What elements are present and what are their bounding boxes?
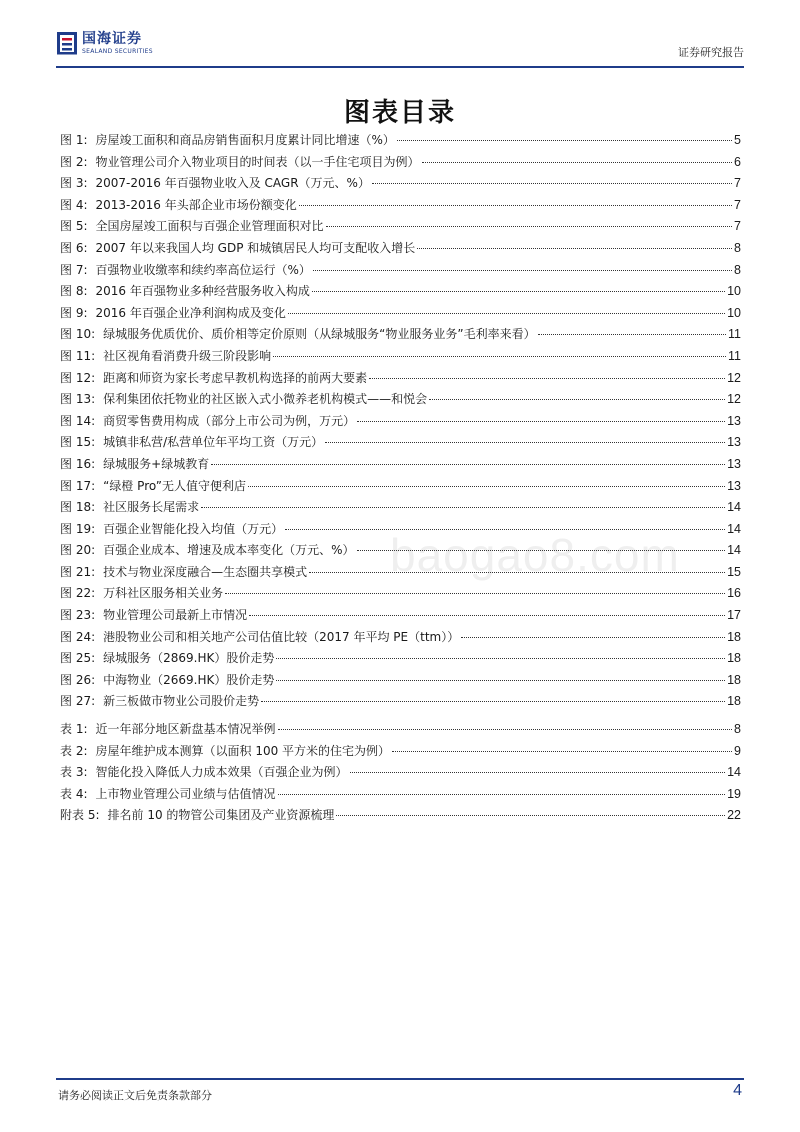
toc-entry-title: 中海物业（2669.HK）股价走势 bbox=[103, 672, 275, 687]
toc-dot-leader bbox=[211, 464, 725, 465]
toc-entry-title: 2013-2016 年头部企业市场份额变化 bbox=[95, 197, 297, 212]
figure-toc-entry[interactable] bbox=[60, 455, 741, 477]
toc-entry-label: 图 24: bbox=[60, 629, 96, 644]
figure-toc-entry[interactable] bbox=[60, 692, 741, 714]
toc-dot-leader bbox=[429, 399, 725, 400]
toc-dot-leader bbox=[278, 794, 726, 795]
figure-toc-entry[interactable] bbox=[60, 325, 741, 347]
toc-dot-leader bbox=[201, 507, 725, 508]
toc-entry-title: 社区服务长尾需求 bbox=[103, 500, 200, 515]
toc-dot-leader bbox=[312, 291, 725, 292]
figure-toc-entry[interactable] bbox=[60, 196, 741, 218]
toc-entry-title: 全国房屋竣工面积与百强企业管理面积对比 bbox=[95, 219, 324, 234]
toc-entry-page: 22 bbox=[727, 808, 741, 823]
toc-entry-label: 图 10: bbox=[60, 327, 96, 342]
toc-entry-page: 16 bbox=[727, 586, 741, 601]
figure-toc-entry[interactable] bbox=[60, 261, 741, 283]
page-title: 图表目录 bbox=[343, 98, 456, 128]
watermark: baogao8.com bbox=[390, 529, 680, 581]
toc-entry-page: 13 bbox=[727, 456, 741, 471]
toc-dot-leader bbox=[372, 183, 732, 184]
toc-entry-page: 13 bbox=[727, 478, 741, 493]
toc-entry-title: “绿橙 Pro”无人值守便利店 bbox=[103, 478, 246, 493]
figure-toc-entry[interactable] bbox=[60, 239, 741, 261]
toc-entry-title: 百强企业成本、增速及成本率变化（万元、%） bbox=[103, 543, 355, 558]
toc-entry-page: 9 bbox=[734, 743, 741, 758]
toc-dot-leader bbox=[249, 615, 725, 616]
toc-entry-label: 图 12: bbox=[60, 370, 96, 385]
toc-entry-label: 图 22: bbox=[60, 586, 96, 601]
toc-entry-label: 图 14: bbox=[60, 413, 96, 428]
toc-entry-label: 表 3: bbox=[60, 765, 88, 780]
figure-toc-entry[interactable] bbox=[60, 606, 741, 628]
toc-entry-page: 7 bbox=[734, 176, 741, 191]
toc-entry-title: 商贸零售费用构成（部分上市公司为例，万元） bbox=[103, 413, 356, 428]
toc-entry-page: 17 bbox=[727, 608, 741, 623]
toc-dot-leader bbox=[326, 226, 733, 227]
toc-dot-leader bbox=[325, 442, 725, 443]
toc-entry-page: 7 bbox=[734, 197, 741, 212]
toc-entry-title: 百强物业收缴率和续约率高位运行（%） bbox=[95, 262, 311, 277]
toc-entry-label: 图 9: bbox=[60, 305, 88, 320]
figure-toc-entry[interactable] bbox=[60, 584, 741, 606]
toc-entry-label: 表 1: bbox=[60, 722, 88, 736]
toc-entry-page: 11 bbox=[728, 348, 741, 363]
toc-entry-label: 图 11: bbox=[60, 348, 96, 363]
toc-entry-title: 绿城服务优质优价、质价相等定价原则（从绿城服务“物业服务业务”毛利率来看） bbox=[103, 327, 536, 342]
toc-entry-page: 8 bbox=[734, 262, 741, 277]
toc-entry-title: 近一年部分地区新盘基本情况举例 bbox=[95, 722, 276, 736]
toc-dot-leader bbox=[276, 658, 725, 659]
toc-dot-leader bbox=[350, 772, 726, 773]
toc-entry-label: 图 25: bbox=[60, 651, 96, 666]
figure-toc-entry[interactable] bbox=[60, 671, 741, 693]
toc-entry-page: 12 bbox=[727, 370, 741, 385]
toc-entry-title: 社区视角看消费升级三阶段影响 bbox=[103, 348, 272, 363]
table-toc-entry[interactable] bbox=[60, 720, 741, 742]
page-header bbox=[56, 30, 744, 66]
figures-toc bbox=[60, 131, 741, 714]
toc-entry-label: 附表 5: bbox=[60, 808, 100, 823]
toc-entry-page: 18 bbox=[727, 651, 741, 666]
toc-entry-title: 保利集团依托物业的社区嵌入式小微养老机构模式——和悦会 bbox=[103, 392, 428, 407]
toc-dot-leader bbox=[248, 486, 725, 487]
toc-entry-label: 表 4: bbox=[60, 786, 88, 801]
toc-entry-label: 图 15: bbox=[60, 435, 96, 450]
toc-dot-leader bbox=[538, 334, 726, 335]
toc-entry-page: 14 bbox=[727, 543, 741, 558]
toc-entry-label: 图 26: bbox=[60, 672, 96, 687]
toc-entry-page: 8 bbox=[734, 240, 741, 255]
toc-dot-leader bbox=[461, 637, 725, 638]
toc-entry-label: 图 18: bbox=[60, 500, 96, 515]
toc-entry-page: 13 bbox=[727, 435, 741, 450]
toc-entry-label: 图 3: bbox=[60, 176, 88, 191]
toc-entry-title: 绿城服务（2869.HK）股价走势 bbox=[103, 651, 275, 666]
table-toc-entry[interactable] bbox=[60, 742, 741, 764]
toc-entry-label: 图 4: bbox=[60, 197, 88, 212]
figure-toc-entry[interactable] bbox=[60, 649, 741, 671]
toc-entry-title: 房屋竣工面积和商品房销售面积月度累计同比增速（%） bbox=[95, 133, 395, 147]
toc-entry-page: 14 bbox=[727, 500, 741, 515]
figure-toc-entry[interactable] bbox=[60, 369, 741, 391]
figure-toc-entry[interactable] bbox=[60, 412, 741, 434]
tables-toc bbox=[60, 720, 741, 828]
toc-entry-label: 图 20: bbox=[60, 543, 96, 558]
toc-entry-title: 智能化投入降低人力成本效果（百强企业为例） bbox=[95, 765, 348, 780]
toc-entry-label: 图 23: bbox=[60, 608, 96, 623]
toc-entry-label: 图 13: bbox=[60, 392, 96, 407]
toc-dot-leader bbox=[278, 729, 733, 730]
toc-entry-page: 18 bbox=[727, 672, 741, 687]
table-toc-entry[interactable] bbox=[60, 763, 741, 785]
toc-entry-title: 排名前 10 的物管公司集团及产业资源梳理 bbox=[107, 808, 335, 823]
table-toc-entry[interactable] bbox=[60, 785, 741, 807]
toc-entry-title: 城镇非私营/私营单位年平均工资（万元） bbox=[103, 435, 324, 450]
toc-dot-leader bbox=[313, 270, 732, 271]
figure-toc-entry[interactable] bbox=[60, 498, 741, 520]
toc-entry-title: 物业管理公司介入物业项目的时间表（以一手住宅项目为例） bbox=[95, 154, 420, 169]
toc-entry-page: 5 bbox=[734, 133, 741, 147]
toc-dot-leader bbox=[261, 701, 725, 702]
page-number: 4 bbox=[733, 1082, 742, 1099]
toc-entry-page: 6 bbox=[734, 154, 741, 169]
toc-dot-leader bbox=[273, 356, 726, 357]
toc-entry-page: 14 bbox=[727, 765, 741, 780]
figure-toc-entry[interactable] bbox=[60, 304, 741, 326]
toc-entry-title: 上市物业管理公司业绩与估值情况 bbox=[95, 786, 276, 801]
logo-name-cn: 国海证券 bbox=[82, 30, 142, 47]
toc-entry-label: 图 8: bbox=[60, 284, 88, 299]
toc-dot-leader bbox=[276, 680, 725, 681]
figure-toc-entry[interactable] bbox=[60, 390, 741, 412]
toc-entry-page: 19 bbox=[727, 786, 741, 801]
toc-entry-title: 百强企业智能化投入均值（万元） bbox=[103, 521, 284, 536]
toc-entry-title: 港股物业公司和相关地产公司估值比较（2017 年平均 PE（ttm）） bbox=[103, 629, 460, 644]
logo-name-en: SEALAND SECURITIES bbox=[82, 47, 153, 55]
toc-entry-label: 表 2: bbox=[60, 743, 88, 758]
toc-entry-label: 图 16: bbox=[60, 456, 96, 471]
toc-dot-leader bbox=[299, 205, 732, 206]
toc-entry-page: 12 bbox=[727, 392, 741, 407]
toc-entry-title: 2016 年百强物业多种经营服务收入构成 bbox=[95, 284, 310, 299]
toc-dot-leader bbox=[336, 815, 725, 816]
toc-entry-label: 图 5: bbox=[60, 219, 88, 234]
toc-entry-title: 技术与物业深度融合—生态圈共享模式 bbox=[103, 564, 308, 579]
figure-toc-entry[interactable] bbox=[60, 282, 741, 304]
figure-toc-entry[interactable] bbox=[60, 477, 741, 499]
toc-entry-page: 18 bbox=[727, 629, 741, 644]
toc-entry-label: 图 6: bbox=[60, 240, 88, 255]
toc-dot-leader bbox=[422, 162, 733, 163]
figure-toc-entry[interactable] bbox=[60, 347, 741, 369]
toc-entry-page: 15 bbox=[727, 564, 741, 579]
company-logo bbox=[56, 30, 153, 56]
toc-entry-page: 11 bbox=[728, 327, 741, 342]
toc-entry-page: 13 bbox=[727, 413, 741, 428]
toc-entry-label: 图 21: bbox=[60, 564, 96, 579]
toc-entry-label: 图 1: bbox=[60, 133, 88, 147]
toc-dot-leader bbox=[225, 593, 725, 594]
toc-dot-leader bbox=[417, 248, 732, 249]
toc-entry-title: 绿城服务+绿城教育 bbox=[103, 456, 210, 471]
toc-entry-page: 10 bbox=[727, 305, 741, 320]
toc-entry-title: 物业管理公司最新上市情况 bbox=[103, 608, 248, 623]
toc-entry-label: 图 17: bbox=[60, 478, 96, 493]
footer-divider bbox=[56, 1078, 744, 1080]
footer-disclaimer: 请务必阅读正文后免责条款部分 bbox=[58, 1089, 212, 1102]
toc-entry-title: 万科社区服务相关业务 bbox=[103, 586, 224, 601]
figure-toc-entry[interactable] bbox=[60, 433, 741, 455]
toc-dot-leader bbox=[369, 378, 725, 379]
toc-entry-title: 2007 年以来我国人均 GDP 和城镇居民人均可支配收入增长 bbox=[95, 240, 416, 255]
toc-entry-page: 7 bbox=[734, 219, 741, 234]
header-divider bbox=[56, 66, 744, 68]
figure-toc-entry[interactable] bbox=[60, 628, 741, 650]
toc-entry-title: 2016 年百强企业净利润构成及变化 bbox=[95, 305, 286, 320]
toc-entry-page: 18 bbox=[727, 694, 741, 709]
toc-entry-page: 8 bbox=[734, 722, 741, 736]
table-toc-entry[interactable] bbox=[60, 806, 741, 828]
toc-entry-title: 房屋年维护成本测算（以面积 100 平方米的住宅为例） bbox=[95, 743, 391, 758]
toc-entry-title: 新三板做市物业公司股价走势 bbox=[103, 694, 260, 709]
toc-dot-leader bbox=[357, 421, 725, 422]
toc-dot-leader bbox=[288, 313, 725, 314]
figure-toc-entry[interactable] bbox=[60, 174, 741, 196]
figure-toc-entry[interactable] bbox=[60, 153, 741, 175]
toc-entry-title: 2007-2016 年百强物业收入及 CAGR（万元、%） bbox=[95, 176, 370, 191]
figure-toc-entry[interactable] bbox=[60, 217, 741, 239]
toc-entry-label: 图 7: bbox=[60, 262, 88, 277]
toc-entry-title: 距离和师资为家长考虑早教机构选择的前两大要素 bbox=[103, 370, 368, 385]
report-type: 证券研究报告 bbox=[678, 46, 744, 59]
toc-dot-leader bbox=[392, 751, 732, 752]
toc-entry-label: 图 2: bbox=[60, 154, 88, 169]
toc-dot-leader bbox=[397, 140, 732, 141]
toc-entry-page: 14 bbox=[727, 521, 741, 536]
figure-toc-entry[interactable] bbox=[60, 131, 741, 153]
toc-entry-page: 10 bbox=[727, 284, 741, 299]
toc-entry-label: 图 27: bbox=[60, 694, 96, 709]
toc-entry-label: 图 19: bbox=[60, 521, 96, 536]
sealand-logo-icon bbox=[56, 30, 78, 56]
